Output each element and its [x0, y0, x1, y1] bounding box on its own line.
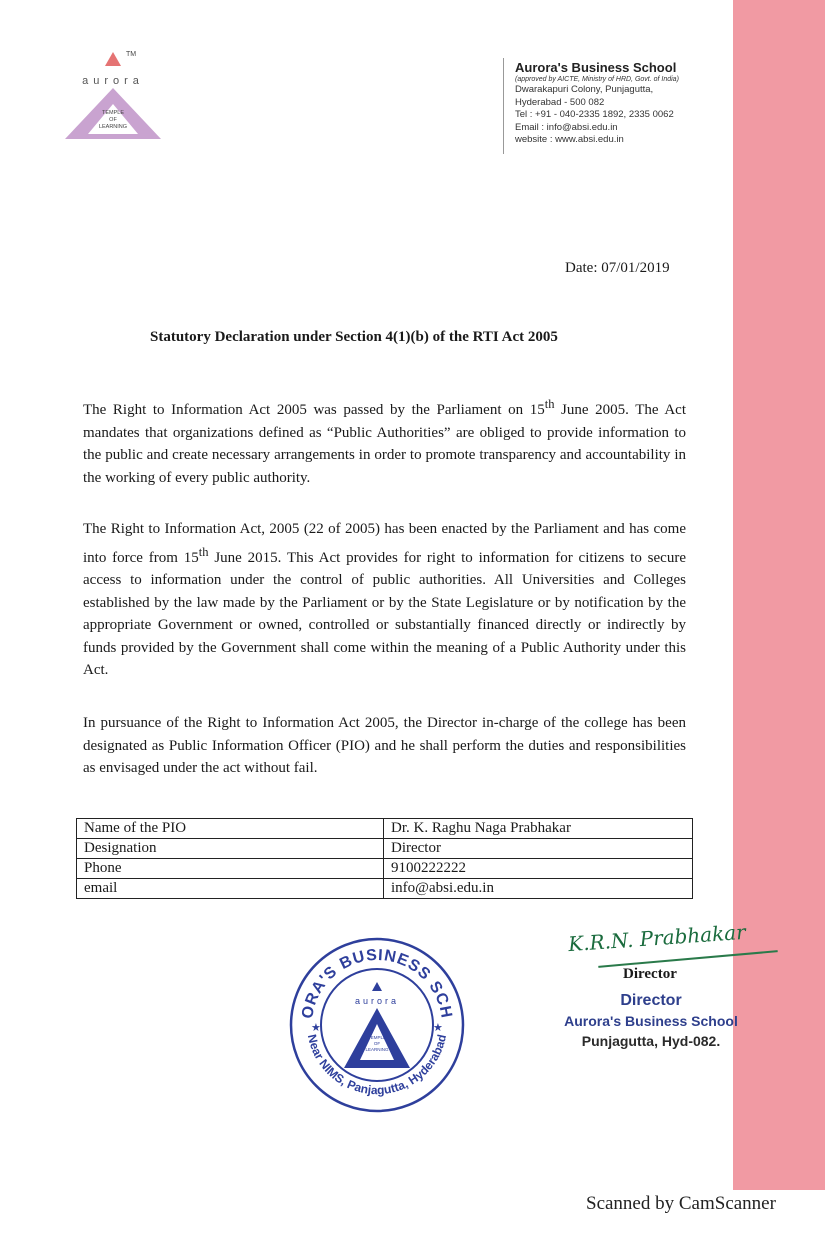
svg-text:★: ★ [433, 1022, 443, 1034]
paragraph-1-sup: th [544, 397, 555, 411]
table-row [77, 819, 693, 839]
table-row [77, 859, 693, 879]
row-value: info@absi.edu.in [384, 879, 693, 899]
address-line-2: Hyderabad - 500 082 [515, 96, 605, 108]
email-line: Email : info@absi.edu.in [515, 121, 618, 133]
seal-tagline-1: TEMPLE [367, 1035, 387, 1040]
pio-details-table [76, 818, 693, 899]
document-title: Statutory Declaration under Section 4(1)(b) of the RTI Act 2005 [150, 329, 558, 345]
row-value: Dr. K. Raghu Naga Prabhakar [384, 819, 693, 839]
paragraph-3: In pursuance of the Right to Information Act 2005, the Director in-charge of the college has been designated as Public Information Officer (PIO) and he shall perform the duties and responsibilities as envisaged under the act without fail. [83, 715, 686, 776]
paragraph-2-part-b: June 2015. This Act provides for right to information for citizens to secure access to information under the control of public authorities. All Universities and Colleges established by the law made by the Parliament or by the State Legislature or by notification by the appropriate Government or owned, controlled or substantially financed directly or indirectly by funds provided by the Government shall come within the meaning of a Public Authority under this Act. [83, 549, 686, 678]
paragraph-2 [83, 518, 686, 682]
seal-tagline-3: LEARNING [365, 1047, 389, 1052]
row-label: Name of the PIO [77, 819, 384, 839]
header-divider [503, 58, 504, 154]
signatory-title: Director [623, 966, 677, 982]
logo-tagline-3: LEARNING [98, 124, 128, 130]
stamp-line-3: Punjagutta, Hyd-082. [581, 1033, 721, 1049]
seal-stamp-icon [288, 936, 466, 1114]
stamp-line-2: Aurora's Business School [564, 1013, 738, 1029]
school-name: Aurora's Business School [515, 60, 677, 75]
aurora-logo [58, 46, 168, 146]
director-stamp [546, 991, 756, 1051]
aurora-triangle-logo-icon [58, 46, 168, 146]
table-row [77, 839, 693, 859]
seal-inner-brand: aurora [354, 996, 400, 1006]
telephone: Tel : +91 - 040-2335 1892, 2335 0062 [515, 109, 674, 120]
paragraph-1-part-b: June 2005. The Act mandates that organizations defined as “Public Authorities” are obliged to provide information to the public and create necessary arrangements in order to promote transparency and accountability in the working of every public authority. [83, 402, 687, 486]
handwritten-signature: K.R.N. Prabhakar [567, 919, 747, 957]
letterhead [515, 60, 679, 147]
row-value: 9100222222 [384, 859, 693, 879]
seal-top-text: ORA'S BUSINESS SCH [299, 946, 455, 1021]
row-label: Designation [77, 839, 384, 859]
approval-note: (approved by AICTE, Ministry of HRD, Govt. of India) [515, 76, 679, 83]
logo-tagline-1: TEMPLE [101, 110, 125, 116]
paragraph-1 [83, 393, 686, 489]
paragraph-2-part-a: The Right to Information Act, 2005 (22 of 2005) has been enacted by the Parliament and has come into force from 15 [83, 521, 686, 566]
website-line: website : www.absi.edu.in [515, 134, 624, 145]
paragraph-2-sup: th [198, 544, 209, 559]
scanner-watermark: Scanned by CamScanner [586, 1193, 776, 1214]
logo-tm: TM [126, 51, 137, 58]
svg-text:★: ★ [311, 1022, 321, 1034]
paragraph-1-part-a: The Right to Information Act 2005 was passed by the Parliament on 15 [83, 402, 545, 418]
seal-bottom-text: Near NIMS, Panjagutta, Hyderabad [304, 1033, 450, 1098]
row-label: Phone [77, 859, 384, 879]
table-row [77, 879, 693, 899]
logo-tagline-2: OF [109, 117, 117, 123]
address-line-1: Dwarakapuri Colony, Punjagutta, [515, 84, 654, 95]
stamp-line-1: Director [620, 992, 682, 1009]
seal-tagline-2: OF [373, 1041, 381, 1046]
school-seal [288, 936, 466, 1114]
logo-brand: aurora [82, 75, 144, 87]
row-label: email [77, 879, 384, 899]
document-date: Date: 07/01/2019 [565, 260, 670, 276]
row-value: Director [384, 839, 693, 859]
